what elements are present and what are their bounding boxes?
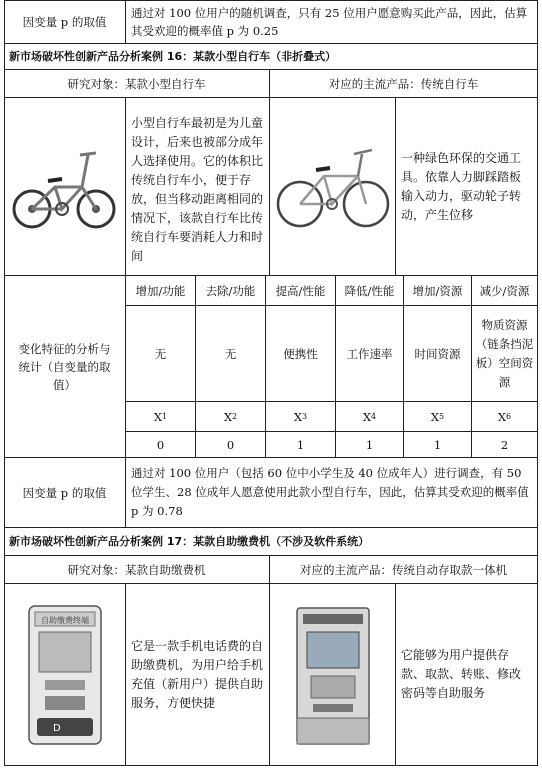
- value-x5: 1: [404, 432, 472, 458]
- value-x4: 1: [336, 432, 404, 458]
- payment-kiosk-image: [4, 584, 126, 766]
- svg-text:自助缴费终端: 自助缴费终端: [40, 615, 89, 625]
- var-x6: X 6: [472, 402, 538, 432]
- var-x1: X 1: [126, 402, 196, 432]
- header-add-resource: 增加/资源: [404, 276, 472, 306]
- analysis-table: [4, 0, 538, 768]
- value-x6: 2: [472, 432, 538, 458]
- case16-title: 新市场破坏性创新产品分析案例 16：某款小型自行车（非折叠式）: [4, 44, 538, 70]
- header-add-function: 增加/功能: [126, 276, 196, 306]
- var-x2: X 2: [196, 402, 266, 432]
- value-x1: 0: [126, 432, 196, 458]
- svg-text:D: D: [52, 722, 61, 734]
- traditional-bicycle-image: [270, 98, 396, 276]
- value-x2: 0: [196, 432, 266, 458]
- p-label: 因变量 p 的取值: [4, 0, 126, 44]
- case17-mainstream-label: 对应的主流产品：传统自动存取款一体机: [270, 556, 538, 584]
- header-reduce-performance: 降低/性能: [336, 276, 404, 306]
- case17-subject-label: 研究对象：某款自助缴费机: [4, 556, 270, 584]
- feature-remove-function: 无: [196, 306, 266, 402]
- value-x3: 1: [266, 432, 336, 458]
- feature-add-resource: 时间资源: [404, 306, 472, 402]
- feature-improve-performance: 便携性: [266, 306, 336, 402]
- var-x3: X 3: [266, 402, 336, 432]
- header-remove-function: 去除/功能: [196, 276, 266, 306]
- traditional-bicycle-icon: [274, 142, 392, 232]
- feature-add-function: 无: [126, 306, 196, 402]
- payment-kiosk-description: 它是一款手机电话费的自助缴费机，为用户给手机充值（新用户）提供自助服务，方便快捷: [126, 584, 270, 766]
- small-bicycle-image: [4, 98, 126, 276]
- header-improve-performance: 提高/性能: [266, 276, 336, 306]
- atm-description: 它能够为用户提供存款、取款、转账、修改密码等自助服务: [396, 584, 538, 766]
- feature-reduce-performance: 工作速率: [336, 306, 404, 402]
- case16-p-label: 因变量 p 的取值: [4, 458, 126, 528]
- case17-title: 新市场破坏性创新产品分析案例 17：某款自助缴费机（不涉及软件系统）: [4, 528, 538, 556]
- small-bicycle-description: 小型自行车最初是为儿童设计，后来也被部分成年人选择使用。它的体积比传统自行车小，便于存放，但当移动距离相同的情况下，该款自行车比传统自行车要消耗人力和时间: [126, 98, 270, 276]
- traditional-bicycle-description: 一种绿色环保的交通工具。依靠人力脚踩踏板输入动力，驱动轮子转动，产生位移: [396, 98, 538, 276]
- atm-image: [270, 584, 396, 766]
- header-reduce-resource: 减少/资源: [472, 276, 538, 306]
- analysis-label: 变化特征的分析与统计（自变量的取值）: [4, 276, 126, 458]
- small-bicycle-icon: [10, 137, 120, 237]
- payment-kiosk-icon: [17, 600, 113, 750]
- atm-icon: [283, 600, 383, 750]
- var-x4: X 4: [336, 402, 404, 432]
- var-x5: X 5: [404, 402, 472, 432]
- case16-mainstream-label: 对应的主流产品：传统自行车: [270, 70, 538, 98]
- case16-subject-label: 研究对象：某款小型自行车: [4, 70, 270, 98]
- p-description: 通过对 100 位用户的随机调查，只有 25 位用户愿意购买此产品，因此，估算其受欢迎的概率值 p 为 0.25: [126, 0, 538, 44]
- case16-p-description: 通过对 100 位用户（包括 60 位中小学生及 40 位成年人）进行调查，有 50 位学生、28 位成年人愿意使用此款小型自行车，因此，估算其受欢迎的概率值 p 为 0.78: [126, 458, 538, 528]
- feature-reduce-resource: 物质资源（链条挡泥板）空间资源: [472, 306, 538, 402]
